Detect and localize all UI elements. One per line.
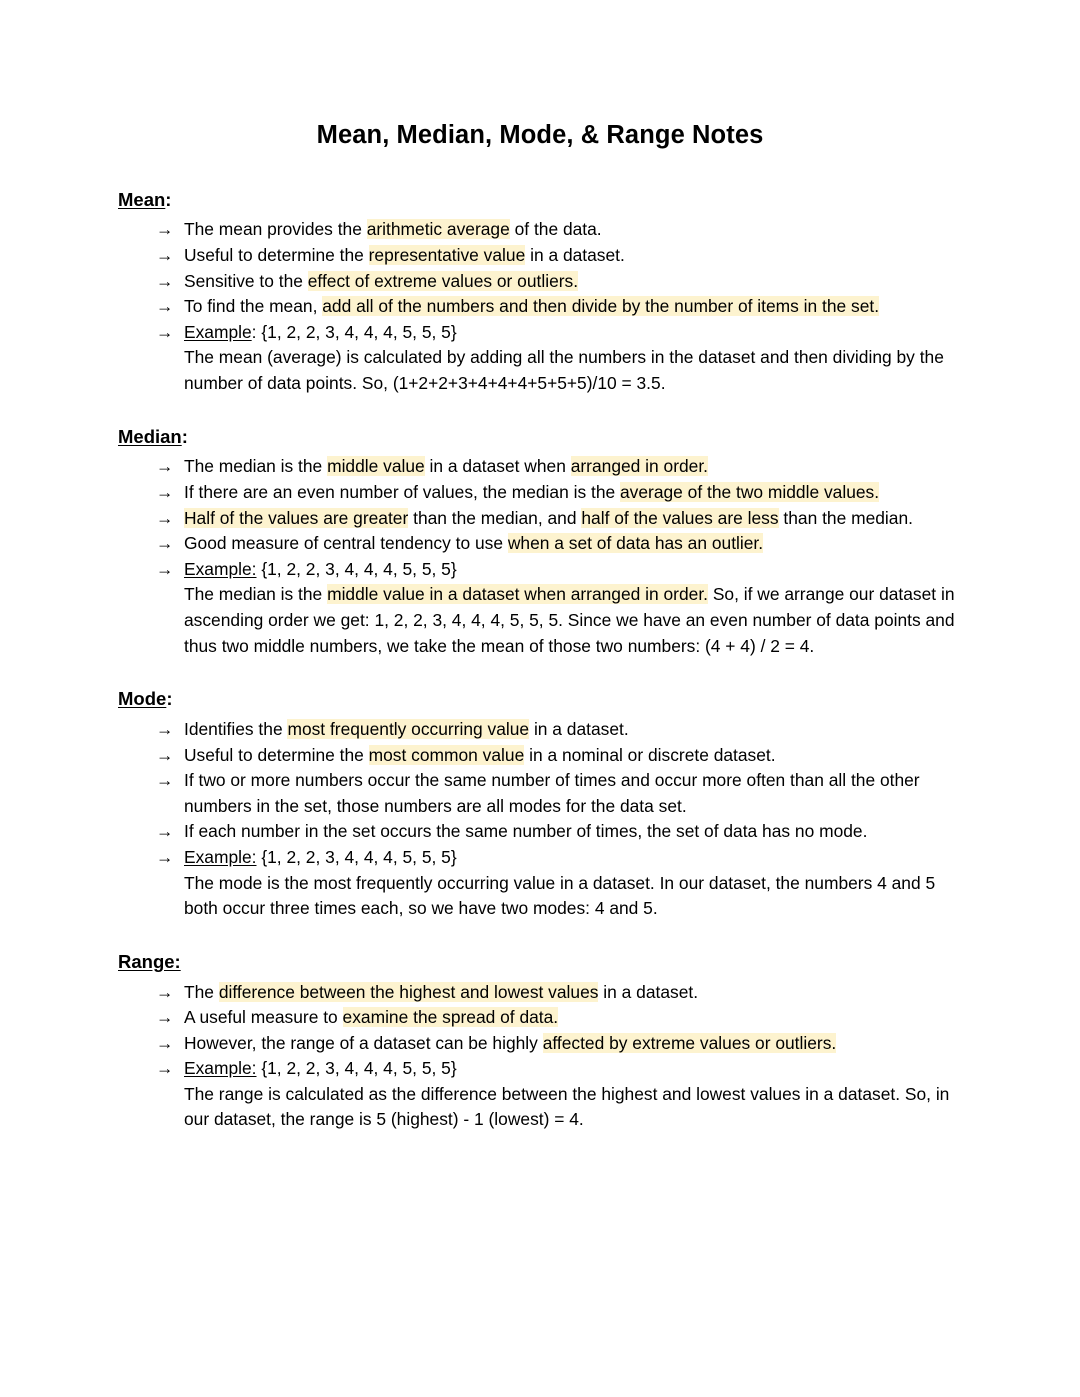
bullet-item xyxy=(118,217,962,243)
plain-text: than the median. xyxy=(778,507,913,528)
section-heading-colon: : xyxy=(166,688,173,710)
right-arrow-bullet: → xyxy=(156,245,174,265)
bullet-item xyxy=(118,1005,962,1031)
right-arrow-bullet: → xyxy=(156,770,174,791)
section-range xyxy=(118,949,962,1133)
plain-text: Sensitive to the xyxy=(184,270,308,291)
bullet-text xyxy=(184,982,698,1002)
plain-text: The median is the xyxy=(184,584,328,605)
section-heading-mean xyxy=(118,187,962,214)
plain-text: The mode is the most frequently occurring value in a dataset. In our dataset, the numbers 4 and 5 both occur three times each, so we have two modes: 4 and 5. xyxy=(184,872,936,919)
bullet-list-range xyxy=(118,980,962,1082)
highlighted-text: arithmetic average xyxy=(366,219,510,240)
highlighted-text: middle value in a dataset when arranged in order. xyxy=(327,584,708,605)
bullet-text xyxy=(184,719,629,739)
section-mean xyxy=(118,187,962,397)
bullet-list-mode xyxy=(118,717,962,871)
right-arrow-bullet: → xyxy=(156,718,174,739)
bullet-text xyxy=(184,1033,836,1053)
right-arrow-bullet: → xyxy=(156,981,174,1002)
plain-text: The xyxy=(184,981,219,1002)
section-heading-colon: : xyxy=(181,425,188,447)
right-arrow-bullet: → xyxy=(156,1032,174,1053)
section-heading-underlined-text: Mode xyxy=(118,688,167,710)
bullet-item xyxy=(118,243,962,269)
bullet-item xyxy=(118,768,962,819)
section-spacer xyxy=(118,679,962,686)
bullet-item xyxy=(118,845,962,871)
plain-text: So, if we arrange our dataset in ascending order we get: 1, 2, 2, 3, 4, 4, 4, 5, 5, 5. Since we have an even number of data points and thus two middle numbers, we take the mean of those two numbers: (4 + 4) / 2 = 4. xyxy=(184,584,955,656)
median-explanation xyxy=(118,582,962,659)
section-heading-underlined-text: Median xyxy=(118,425,182,447)
right-arrow-bullet: → xyxy=(156,296,174,317)
bullet-text xyxy=(184,770,920,816)
bullet-item xyxy=(118,269,962,295)
example-dataset: {1, 2, 2, 3, 4, 4, 4, 5, 5, 5} xyxy=(256,846,457,867)
bullet-text xyxy=(184,821,867,841)
bullet-item xyxy=(118,320,962,346)
plain-text: However, the range of a dataset can be highly xyxy=(184,1032,543,1053)
right-arrow-bullet: → xyxy=(156,1007,174,1028)
highlighted-text: affected by extreme values or outliers. xyxy=(542,1032,837,1053)
example-label: Example xyxy=(184,321,252,342)
section-mode xyxy=(118,686,962,922)
section-spacer xyxy=(118,942,962,949)
bullet-item xyxy=(118,531,962,557)
section-heading-range xyxy=(118,949,962,976)
right-arrow-bullet: → xyxy=(156,846,174,867)
highlighted-text: arranged in order. xyxy=(570,456,709,477)
plain-text: The mean provides the xyxy=(184,219,367,240)
bullet-list-mean xyxy=(118,217,962,345)
bullet-list-median xyxy=(118,454,962,582)
section-heading-mode xyxy=(118,686,962,713)
bullet-text xyxy=(184,322,457,342)
page-title: Mean, Median, Mode, & Range Notes xyxy=(316,121,764,149)
bullet-item xyxy=(118,506,962,532)
right-arrow-bullet: → xyxy=(156,456,174,477)
right-arrow-bullet: → xyxy=(156,270,174,291)
bullet-text xyxy=(184,745,776,765)
bullet-item xyxy=(118,480,962,506)
highlighted-text: effect of extreme values or outliers. xyxy=(307,270,579,291)
highlighted-text: difference between the highest and lowest values xyxy=(218,981,599,1002)
plain-text: If two or more numbers occur the same number of times and occur more often than all the other numbers in the set, those numbers are all modes for the data set. xyxy=(184,770,920,816)
bullet-text xyxy=(184,482,879,502)
section-spacer xyxy=(118,1153,962,1160)
highlighted-text: middle value xyxy=(327,456,425,477)
bullet-text xyxy=(184,1058,457,1078)
section-heading-colon: : xyxy=(165,188,172,210)
highlighted-text: representative value xyxy=(368,245,526,265)
example-label: Example: xyxy=(184,846,257,867)
bullet-item xyxy=(118,743,962,769)
highlighted-text: most frequently occurring value xyxy=(287,718,530,739)
section-median xyxy=(118,424,962,660)
right-arrow-bullet: → xyxy=(156,821,174,842)
highlighted-text: average of the two middle values. xyxy=(620,481,880,502)
plain-text: Useful to determine the xyxy=(184,744,369,765)
right-arrow-bullet: → xyxy=(156,558,174,579)
plain-text: Useful to determine the xyxy=(184,245,369,265)
bullet-text xyxy=(184,245,625,265)
section-spacer xyxy=(118,417,962,424)
bullet-text xyxy=(184,456,708,476)
right-arrow-bullet: → xyxy=(156,1058,174,1079)
mean-explanation xyxy=(118,345,962,396)
example-dataset: {1, 2, 2, 3, 4, 4, 4, 5, 5, 5} xyxy=(256,558,457,579)
right-arrow-bullet: → xyxy=(156,533,174,554)
highlighted-text: Half of the values are greater xyxy=(184,507,409,528)
bullet-text xyxy=(184,219,602,239)
highlighted-text: examine the spread of data. xyxy=(342,1007,559,1028)
bullet-item xyxy=(118,1031,962,1057)
bullet-item xyxy=(118,294,962,320)
bullet-text xyxy=(184,533,763,553)
section-heading-underlined-text: Range: xyxy=(118,950,181,972)
bullet-text xyxy=(184,559,457,579)
plain-text: in a dataset. xyxy=(529,718,629,739)
bullet-item xyxy=(118,980,962,1006)
plain-text: The mean (average) is calculated by adding all the numbers in the dataset and then dividing by the number of data points. So, (1+2+2+3+4+4+4+5+5+5)/10 = 3.5. xyxy=(184,347,944,393)
example-label: Example: xyxy=(184,558,257,579)
bullet-item xyxy=(118,557,962,583)
plain-text: of the data. xyxy=(509,219,602,240)
bullet-item xyxy=(118,454,962,480)
example-dataset: : {1, 2, 2, 3, 4, 4, 4, 5, 5, 5} xyxy=(251,321,457,342)
bullet-item xyxy=(118,1056,962,1082)
bullet-text xyxy=(184,296,879,316)
sections-container xyxy=(118,187,962,1160)
plain-text: Identifies the xyxy=(184,718,288,739)
section-heading-median xyxy=(118,424,962,451)
plain-text: in a dataset when xyxy=(424,456,571,477)
plain-text: To find the mean, xyxy=(184,296,323,317)
plain-text: than the median, and xyxy=(408,507,582,528)
highlighted-text: when a set of data has an outlier. xyxy=(507,533,764,554)
bullet-text xyxy=(184,508,913,528)
bullet-text xyxy=(184,847,457,867)
right-arrow-bullet: → xyxy=(156,507,174,528)
plain-text: in a dataset. xyxy=(525,245,625,265)
plain-text: Good measure of central tendency to use xyxy=(184,533,508,554)
highlighted-text: add all of the numbers and then divide by the number of items in the set. xyxy=(322,296,880,317)
mode-explanation xyxy=(118,871,962,922)
bullet-text xyxy=(184,1007,558,1027)
example-dataset: {1, 2, 2, 3, 4, 4, 4, 5, 5, 5} xyxy=(256,1058,457,1079)
plain-text: If there are an even number of values, the median is the xyxy=(184,481,620,502)
right-arrow-bullet: → xyxy=(156,744,174,765)
highlighted-text: half of the values are less xyxy=(581,507,779,528)
plain-text: A useful measure to xyxy=(184,1007,343,1028)
right-arrow-bullet: → xyxy=(156,481,174,502)
section-heading-underlined-text: Mean xyxy=(118,188,166,210)
right-arrow-bullet: → xyxy=(156,321,174,342)
plain-text: If each number in the set occurs the same number of times, the set of data has no mode. xyxy=(184,821,868,842)
plain-text: The median is the xyxy=(184,456,328,477)
range-explanation xyxy=(118,1082,962,1133)
bullet-text xyxy=(184,271,578,291)
plain-text: in a dataset. xyxy=(598,981,699,1002)
highlighted-text: most common value xyxy=(368,744,525,765)
plain-text: The range is calculated as the difference between the highest and lowest values in a dataset. So, in our dataset, the range is 5 (highest) - 1 (lowest) = 4. xyxy=(184,1083,950,1130)
example-label: Example: xyxy=(184,1058,257,1079)
right-arrow-bullet: → xyxy=(156,219,174,240)
plain-text: in a nominal or discrete dataset. xyxy=(524,744,776,765)
bullet-item xyxy=(118,819,962,845)
bullet-item xyxy=(118,717,962,743)
